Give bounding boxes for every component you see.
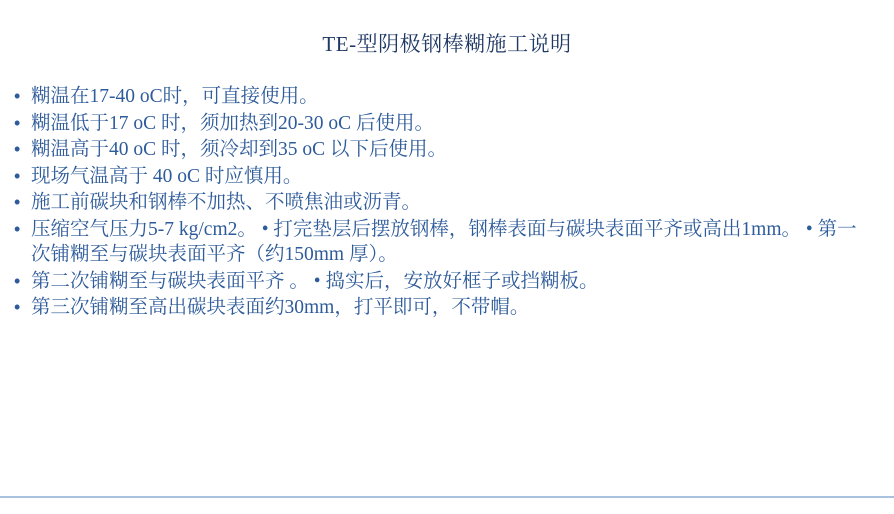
list-item xyxy=(14,295,874,321)
list-item-text: 施工前碳块和钢棒不加热、不喷焦油或沥青。 xyxy=(31,192,422,213)
bullet-icon: • xyxy=(14,139,21,159)
page-title: TE-型阴极钢棒糊施工说明 xyxy=(322,32,572,56)
bullet-list xyxy=(14,84,874,322)
list-item-text: 第二次铺糊至与碳块表面平齐 。 • 捣实后，安放好框子或挡糊板。 xyxy=(31,270,599,292)
list-item xyxy=(14,137,874,163)
bullet-icon: • xyxy=(14,86,21,106)
list-item xyxy=(14,84,874,110)
list-item xyxy=(14,217,874,268)
list-item-text: 现场气温高于 40 oC 时应慎用。 xyxy=(31,165,303,187)
list-item-text: 糊温低于17 oC 时，须加热到20-30 oC 后使用。 xyxy=(31,112,435,134)
bottom-divider xyxy=(0,496,894,498)
bullet-icon: • xyxy=(14,270,21,291)
bullet-icon: • xyxy=(14,112,21,133)
list-item xyxy=(14,269,874,295)
list-item-text: 第三次铺糊至高出碳块表面约30mm，打平即可，不带帽。 xyxy=(31,297,530,318)
bullet-icon: • xyxy=(14,192,21,212)
list-item xyxy=(14,111,874,137)
list-item xyxy=(14,164,874,190)
list-item xyxy=(14,190,874,216)
bullet-icon: • xyxy=(14,165,21,186)
list-item-text: 糊温高于40 oC 时，须冷却到35 oC 以下后使用。 xyxy=(31,139,448,160)
list-item-text: 糊温在17-40 oC时，可直接使用。 xyxy=(31,86,319,107)
list-item-text: 压缩空气压力5-7 kg/cm2。 • 打完垫层后摆放钢棒，钢棒表面与碳块表面平齐或高出1mm。 • 第一次铺糊至与碳块表面平齐（约150mm 厚）。 xyxy=(31,218,857,265)
bullet-icon: • xyxy=(14,297,21,317)
bullet-icon: • xyxy=(14,218,21,239)
